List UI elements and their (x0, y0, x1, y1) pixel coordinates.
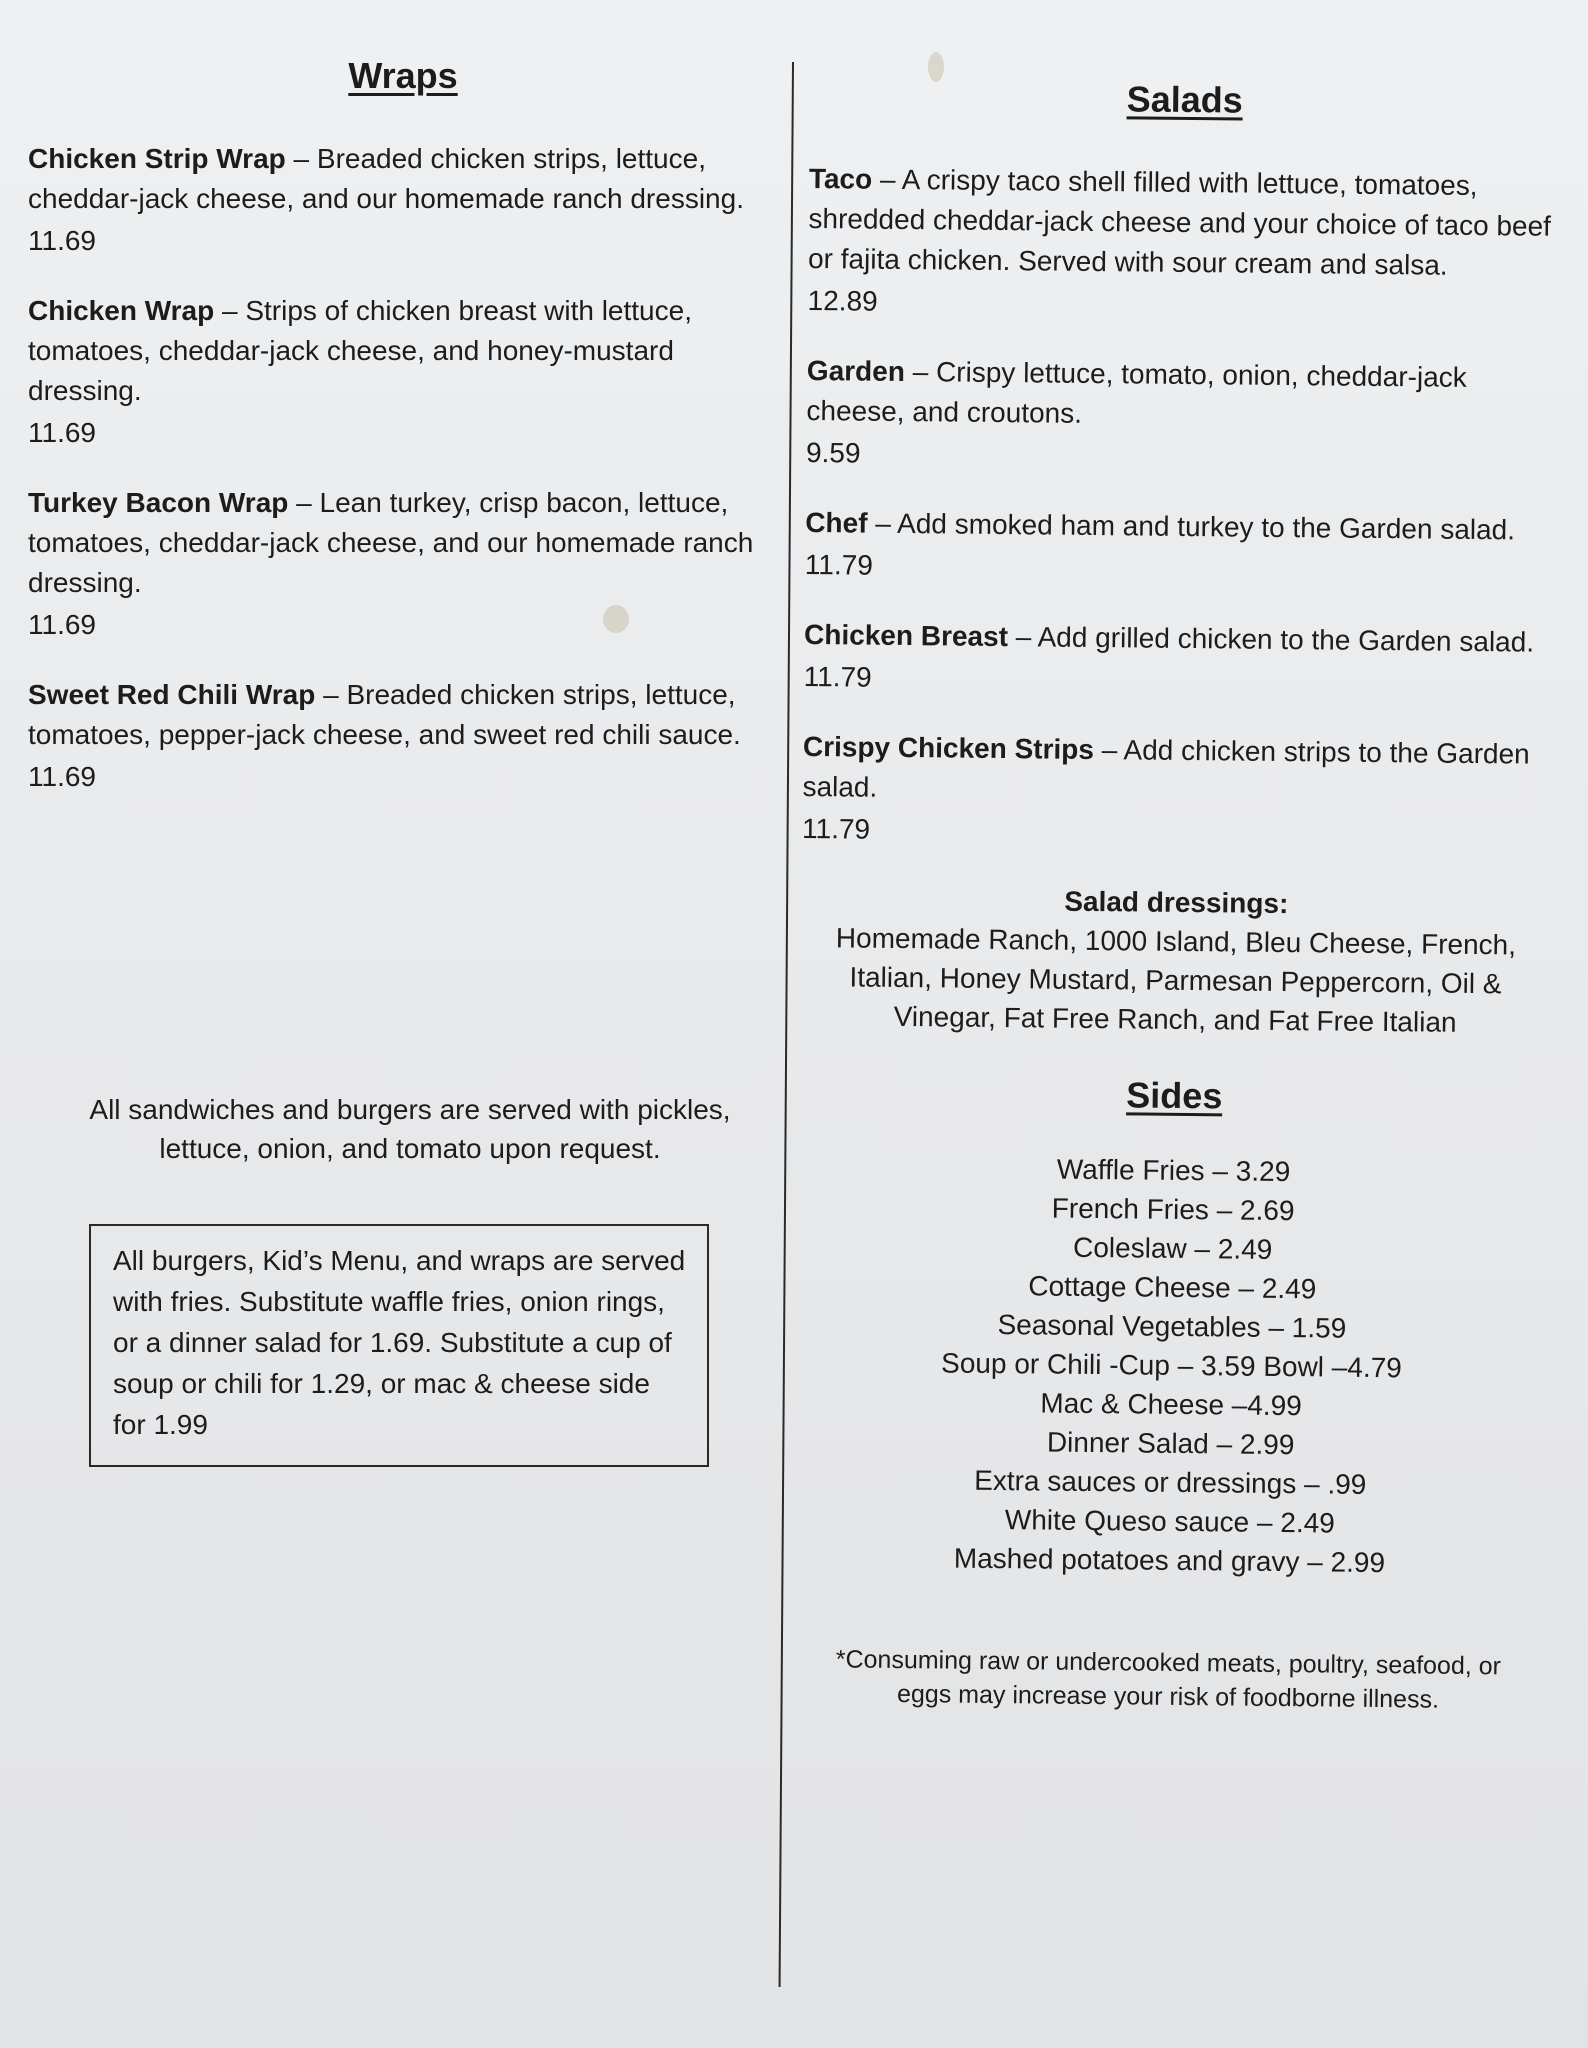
menu-item (28, 139, 778, 261)
list-item: Extra sauces or dressings – .99 (974, 1464, 1367, 1500)
item-price: 11.79 (803, 660, 872, 693)
list-item: Dinner Salad – 2.99 (1046, 1426, 1295, 1461)
item-name: Chef (805, 506, 868, 539)
salad-dressings (800, 879, 1552, 1043)
list-item: Soup or Chili -Cup – 3.59 Bowl –4.79 (940, 1347, 1403, 1384)
item-price: 9.59 (805, 436, 861, 469)
item-description: – A crispy taco shell filled with lettuce, tomatoes, shredded cheddar-jack cheese and your choice of taco beef or fajita chicken. Served with sour cream and salsa. (807, 163, 1552, 281)
item-price: 11.79 (801, 812, 871, 845)
item-description: – Strips of chicken breast with lettuce, tomatoes, cheddar-jack cheese, and honey-mustard dressing. (28, 295, 692, 406)
item-description: – Add grilled chicken to the Garden salad. (1007, 621, 1535, 658)
list-item: Mac & Cheese –4.99 (1040, 1387, 1303, 1422)
item-description: – Add smoked ham and turkey to the Garden salad. (867, 507, 1516, 546)
menu-item (28, 675, 778, 797)
item-price: 11.69 (28, 417, 96, 448)
list-item: Cottage Cheese – 2.49 (1028, 1270, 1317, 1305)
sandwich-note: All sandwiches and burgers are served with pickles, lettuce, onion, and tomato upon request. (89, 1094, 731, 1164)
item-name: Crispy Chicken Strips (802, 730, 1095, 766)
item-price: 11.69 (28, 225, 96, 256)
item-name: Chicken Strip Wrap (28, 143, 286, 174)
salads-title: Salads (1126, 78, 1244, 121)
item-name: Turkey Bacon Wrap (28, 487, 289, 518)
menu-item (28, 483, 778, 645)
item-price: 11.69 (28, 609, 96, 640)
fries-substitution-note: All burgers, Kid’s Menu, and wraps are served with fries. Substitute waffle fries, onion rings, or a dinner salad for 1.69. Substitute a cup of soup or chili for 1.29, or mac & cheese side for 1.99 (89, 1224, 709, 1467)
list-item: French Fries – 2.69 (1051, 1192, 1295, 1227)
item-price: 11.69 (28, 761, 96, 792)
dressings-list: Homemade Ranch, 1000 Island, Bleu Cheese, French, Italian, Honey Mustard, Parmesan Peppercorn, Oil & Vinegar, Fat Free Ranch, and Fat Free Italian (835, 922, 1517, 1038)
menu-item (805, 503, 1556, 593)
item-price: 12.89 (807, 284, 878, 317)
salads-sides-column (793, 75, 1560, 1718)
item-name: Sweet Red Chili Wrap (28, 679, 316, 710)
sides-list (794, 1147, 1548, 1584)
menu-item (807, 159, 1559, 329)
column-divider (779, 62, 794, 1987)
sides-title: Sides (1126, 1074, 1223, 1117)
item-description: – Crispy lettuce, tomato, onion, cheddar-jack cheese, and croutons. (806, 356, 1467, 429)
item-name: Chicken Breast (803, 618, 1009, 653)
wraps-column (28, 55, 778, 827)
list-item: Coleslaw – 2.49 (1072, 1231, 1273, 1265)
menu-item (803, 615, 1554, 705)
wraps-title: Wraps (348, 55, 458, 96)
item-description: – Breaded chicken strips, lettuce, cheddar-jack cheese, and our homemade ranch dressing. (28, 143, 744, 214)
item-name: Garden (806, 354, 906, 388)
list-item: Mashed potatoes and gravy – 2.99 (953, 1542, 1386, 1579)
list-item: Seasonal Vegetables – 1.59 (997, 1309, 1347, 1344)
item-description: – Add chicken strips to the Garden salad. (802, 734, 1530, 803)
item-name: Taco (808, 162, 873, 195)
dressings-title: Salad dressings: (1064, 885, 1289, 920)
list-item: White Queso sauce – 2.49 (1004, 1504, 1336, 1539)
item-description: – Lean turkey, crisp bacon, lettuce, tomatoes, cheddar-jack cheese, and our homemade ranch dressing. (28, 487, 754, 598)
item-description: – Breaded chicken strips, lettuce, tomatoes, pepper-jack cheese, and sweet red chili sauce. (28, 679, 741, 750)
item-price: 11.79 (804, 548, 874, 581)
item-name: Chicken Wrap (28, 295, 215, 326)
list-item: Waffle Fries – 3.29 (1056, 1153, 1291, 1188)
food-safety-disclaimer: *Consuming raw or undercooked meats, poultry, seafood, or eggs may increase your risk of foodborne illness. (835, 1645, 1502, 1714)
menu-item (806, 351, 1557, 481)
menu-item (802, 727, 1553, 857)
menu-item (28, 291, 778, 453)
